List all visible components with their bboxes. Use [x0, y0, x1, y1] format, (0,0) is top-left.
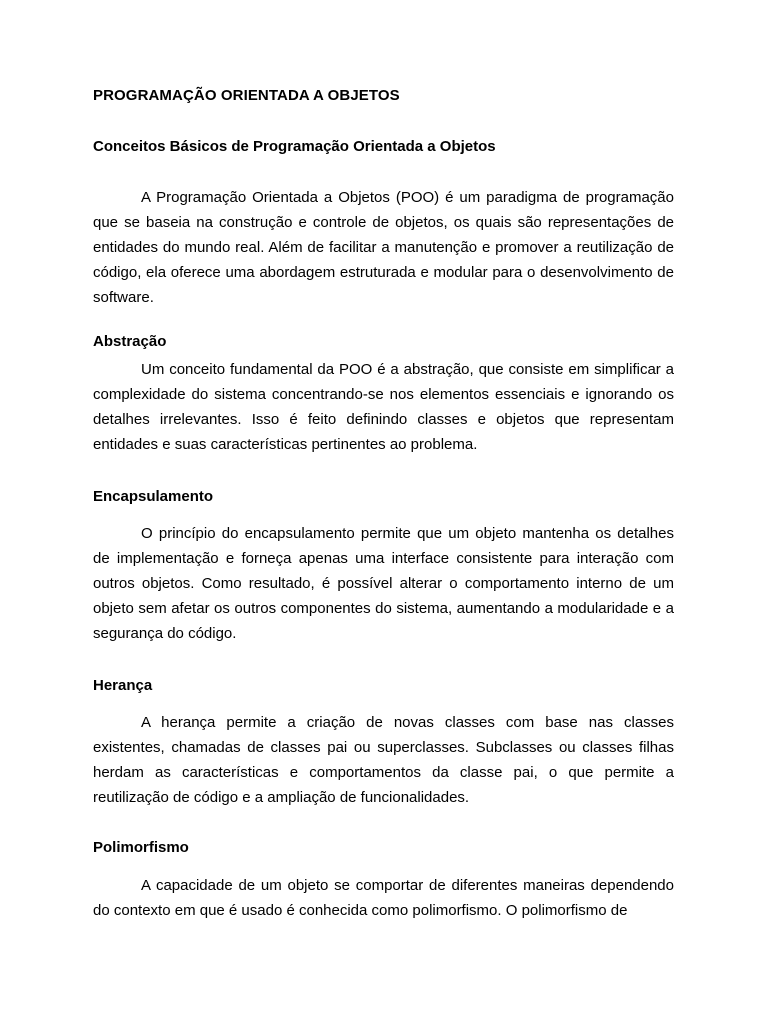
section-paragraph-heranca: A herança permite a criação de novas classes com base nas classes existentes, chamadas de classes pai ou superclasses. Subclasses ou classes filhas herdam as características e comportamentos da classe pai, o que permite a reutilização de código e a ampliação de funcionalidades.	[93, 714, 674, 806]
section-heading-encapsulamento: Encapsulamento	[93, 488, 214, 505]
section-paragraph-polimorfismo: A capacidade de um objeto se comportar de diferentes maneiras dependendo do contexto em que é usado é conhecida como polimorfismo. O polimorfismo de	[93, 877, 674, 919]
intro-paragraph: A Programação Orientada a Objetos (POO) é um paradigma de programação que se baseia na construção e controle de objetos, os quais são representações de entidades do mundo real. Além de facilitar a manutenção e promover a reutilização de código, ela oferece uma abordagem estruturada e modular para o desenvolvimento de software.	[93, 189, 674, 306]
section-paragraph-abstracao: Um conceito fundamental da POO é a abstração, que consiste em simplificar a complexidade do sistema concentrando-se nos elementos essenciais e ignorando os detalhes irrelevantes. Isso é feito definindo classes e objetos que representam entidades e suas características pertinentes ao problema.	[93, 361, 674, 453]
document-title: PROGRAMAÇÃO ORIENTADA A OBJETOS	[93, 87, 400, 104]
section-paragraph-encapsulamento: O princípio do encapsulamento permite que um objeto mantenha os detalhes de implementação e forneça apenas uma interface consistente para interação com outros objetos. Como resultado, é possível alterar o comportamento interno de um objeto sem afetar os outros componentes do sistema, aumentando a modularidade e a segurança do código.	[93, 525, 674, 642]
section-heading-abstracao: Abstração	[93, 333, 167, 350]
section-heading-polimorfismo: Polimorfismo	[93, 839, 189, 856]
document-subtitle: Conceitos Básicos de Programação Orientada a Objetos	[93, 138, 496, 155]
section-heading-heranca: Herança	[93, 677, 153, 694]
